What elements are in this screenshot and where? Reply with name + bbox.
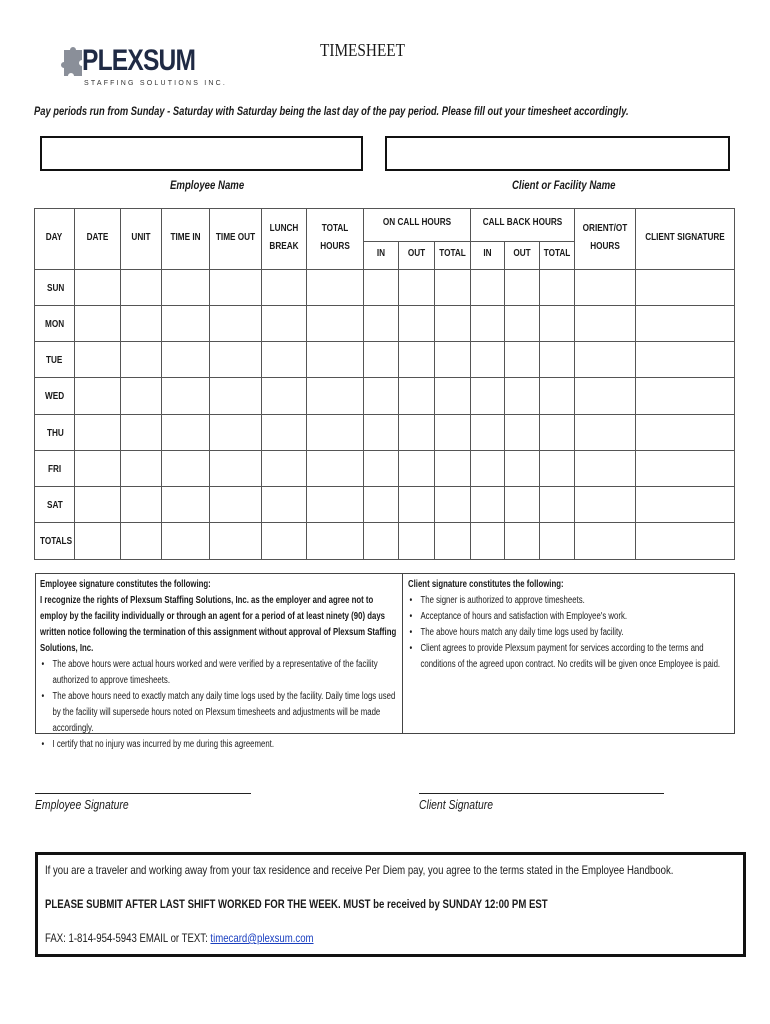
client-signature-line[interactable] [419, 793, 664, 794]
on-call-out: OUT [407, 248, 426, 259]
company-logo [60, 40, 228, 92]
row-thu: THU [47, 428, 64, 439]
on-call-total: TOTAL [439, 248, 466, 259]
employee-terms-box [35, 573, 403, 750]
col-lunch: LUNCH [269, 223, 299, 234]
call-back-out: OUT [513, 248, 531, 259]
col-date: DATE [86, 232, 109, 243]
on-call-in: IN [376, 248, 386, 259]
employee-terms-bullet: • I certify that no injury was incurred by me during this agreement. [52, 737, 398, 753]
client-terms-heading: Client signature constitutes the following: [408, 579, 564, 590]
per-diem-notice: If you are a traveler and working away from your tax residence and receive Per Diem pay, you agree to the terms stated in the Employee Handbook. [45, 863, 674, 877]
employee-terms-statement: I recognize the rights of Plexsum Staffing Solutions, Inc. as the employer and agree not to employ by the facility individually or through an agent for a period of at least ninety (90) days written notice following the termination of this assignment without approval of Plexsum Staffing Solutions, Inc. [40, 595, 397, 654]
timesheet-table [34, 208, 735, 560]
employee-signature-label: Employee Signature [35, 797, 129, 812]
employee-terms-bullet: • The above hours were actual hours worked and were verified by a representative of the facility authorized to approve timesheets. [52, 657, 398, 689]
col-day: DAY [45, 232, 63, 243]
col-time-in: TIME IN [170, 232, 201, 243]
col-total: TOTAL [321, 223, 349, 234]
page-title: TIMESHEET [320, 40, 405, 60]
submit-deadline: PLEASE SUBMIT AFTER LAST SHIFT WORKED FOR THE WEEK. MUST be received by SUNDAY 12:00 PM EST [45, 897, 548, 911]
client-terms-bullet: • The above hours match any daily time logs used by facility. [420, 625, 731, 641]
employee-terms-heading: Employee signature constitutes the following: [40, 579, 211, 590]
employee-name-field[interactable] [40, 136, 363, 171]
logo-wordmark: PLEXSUM [82, 44, 196, 77]
call-back-total: TOTAL [543, 248, 571, 259]
row-sat: SAT [47, 500, 63, 511]
col-break: BREAK [269, 241, 299, 252]
logo-subtitle: STAFFING SOLUTIONS INC. [84, 80, 228, 87]
col-orient-ot: ORIENT/OT [582, 223, 628, 234]
client-terms-bullet: • Acceptance of hours and satisfaction with Employee's work. [420, 609, 731, 625]
notice-box [35, 852, 746, 957]
contact-line [45, 931, 314, 945]
col-unit: UNIT [131, 232, 151, 243]
client-name-label: Client or Facility Name [512, 178, 616, 192]
col-time-out: TIME OUT [215, 232, 256, 243]
client-terms-bullet: • Client agrees to provide Plexsum payment for services according to the terms and conditions of the agreed upon contract. No credits will be given once Employee is paid. [420, 641, 731, 673]
employee-signature-line[interactable] [35, 793, 251, 794]
group-call-back-hours: CALL BACK HOURS [482, 217, 563, 228]
row-sun: SUN [47, 283, 65, 294]
row-tue: TUE [46, 355, 63, 366]
row-wed: WED [45, 391, 65, 402]
email-link[interactable]: timecard@plexsum.com [210, 931, 314, 945]
call-back-in: IN [483, 248, 492, 259]
client-terms-box [402, 573, 735, 734]
employee-name-label: Employee Name [170, 178, 245, 192]
employee-terms-bullet: • The above hours need to exactly match any daily time logs used by the facility. Daily time logs used by the facility will supersede hours noted on Plexsum timesheets and adjustments will be made accordingly. [52, 689, 398, 737]
pay-period-instructions: Pay periods run from Sunday - Saturday with Saturday being the last day of the pay period. Please fill out your timesheet accordingly. [34, 104, 629, 118]
col-orient-hours: HOURS [590, 241, 620, 252]
client-name-field[interactable] [385, 136, 730, 171]
row-fri: FRI [48, 464, 62, 475]
row-totals: TOTALS [40, 536, 73, 547]
client-signature-label: Client Signature [419, 797, 493, 812]
client-terms-bullet: • The signer is authorized to approve timesheets. [420, 593, 731, 609]
fax-info: FAX: 1-814-954-5943 EMAIL or TEXT: [45, 931, 208, 945]
col-hours: HOURS [320, 241, 350, 252]
group-on-call-hours: ON CALL HOURS [382, 217, 452, 228]
puzzle-icon [60, 42, 84, 82]
col-client-signature: CLIENT SIGNATURE [645, 232, 725, 243]
row-mon: MON [45, 319, 65, 330]
